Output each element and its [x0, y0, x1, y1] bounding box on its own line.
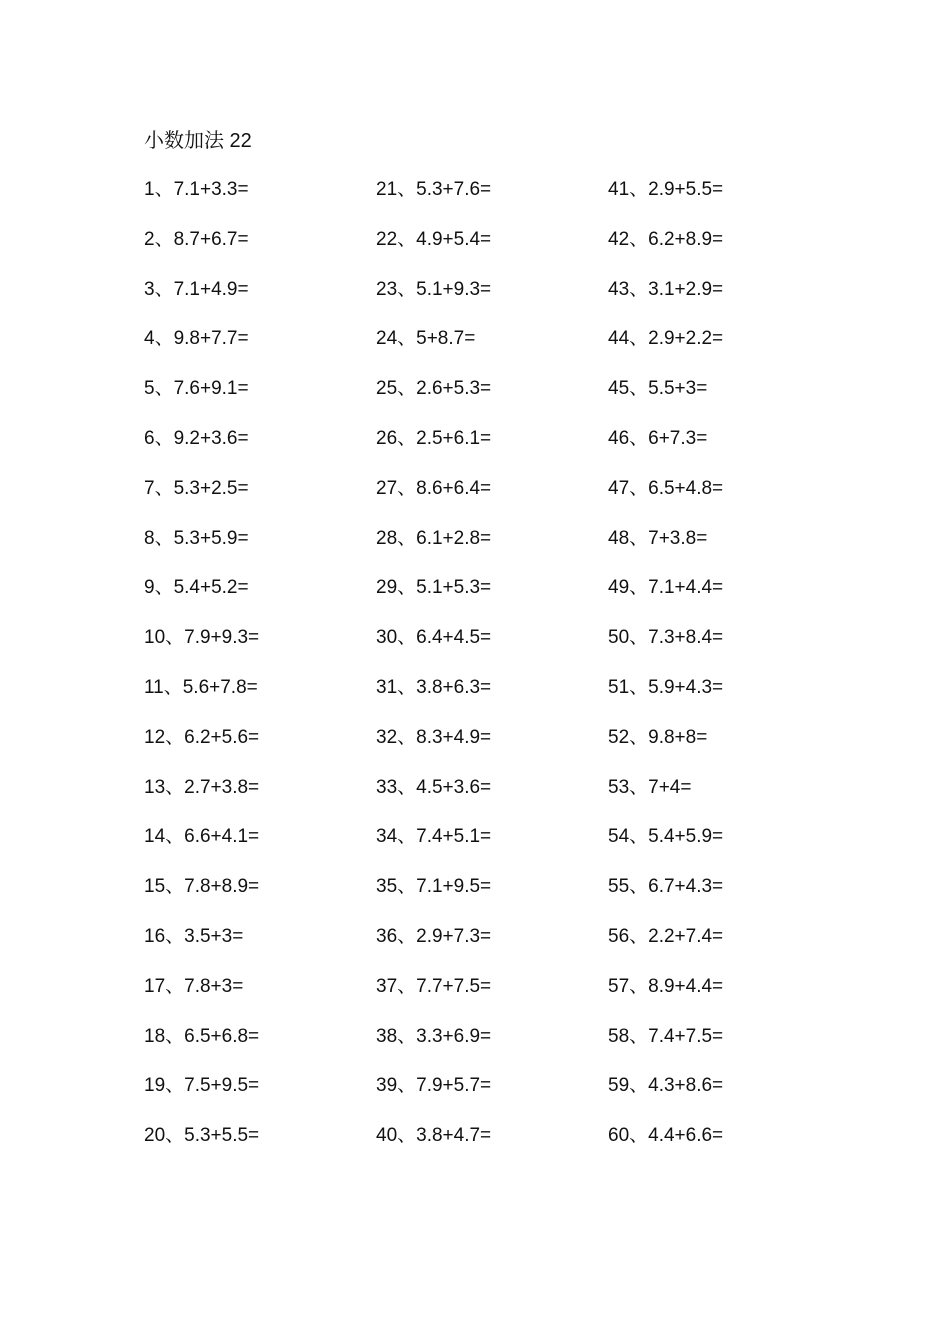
problem-item: 31、3.8+6.3= [376, 676, 492, 698]
problem-item: 23、5.1+9.3= [376, 278, 492, 300]
problem-item: 54、5.4+5.9= [608, 826, 724, 848]
problem-item: 35、7.1+9.5= [376, 876, 492, 898]
problem-item: 17、7.8+3= [144, 975, 244, 997]
problem-item: 19、7.5+9.5= [144, 1075, 260, 1097]
worksheet-title: 小数加法 22 [144, 130, 252, 152]
problem-column-1 [144, 175, 364, 1171]
problem-item: 20、5.3+5.5= [144, 1125, 260, 1147]
problem-item: 48、7+3.8= [608, 527, 708, 549]
problem-item: 26、2.5+6.1= [376, 427, 492, 449]
problem-item: 1、7.1+3.3= [144, 179, 249, 200]
problem-item: 27、8.6+6.4= [376, 477, 492, 499]
problem-item: 15、7.8+8.9= [144, 876, 260, 898]
problem-item: 45、5.5+3= [608, 378, 708, 400]
problem-item: 3、7.1+4.9= [144, 278, 249, 300]
problem-item: 16、3.5+3= [144, 925, 244, 947]
problem-item: 47、6.5+4.8= [608, 477, 724, 499]
problem-item: 29、5.1+5.3= [376, 577, 492, 599]
problem-item: 60、4.4+6.6= [608, 1125, 724, 1147]
problem-item: 25、2.6+5.3= [376, 378, 492, 400]
problem-column-2 [376, 175, 596, 1171]
problem-item: 4、9.8+7.7= [144, 328, 249, 350]
problem-item: 33、4.5+3.6= [376, 776, 492, 798]
problem-item: 53、7+4= [608, 776, 692, 798]
problem-item: 37、7.7+7.5= [376, 975, 492, 997]
problem-item: 14、6.6+4.1= [144, 826, 260, 848]
problem-item: 2、8.7+6.7= [144, 228, 249, 250]
problem-item: 32、8.3+4.9= [376, 726, 492, 748]
problem-item: 24、5+8.7= [376, 328, 476, 350]
problem-item: 42、6.2+8.9= [608, 228, 724, 250]
problem-item: 34、7.4+5.1= [376, 826, 492, 848]
problem-item: 6、9.2+3.6= [144, 427, 249, 449]
problem-item: 28、6.1+2.8= [376, 527, 492, 549]
problem-item: 46、6+7.3= [608, 427, 708, 449]
problem-item: 51、5.9+4.3= [608, 676, 724, 698]
problem-item: 57、8.9+4.4= [608, 975, 724, 997]
problem-item: 12、6.2+5.6= [144, 726, 260, 748]
problem-item: 9、5.4+5.2= [144, 577, 249, 599]
problem-item: 59、4.3+8.6= [608, 1075, 724, 1097]
problem-item: 50、7.3+8.4= [608, 627, 724, 649]
problem-item: 30、6.4+4.5= [376, 627, 492, 649]
problem-item: 41、2.9+5.5= [608, 179, 724, 200]
problem-item: 43、3.1+2.9= [608, 278, 724, 300]
problem-item: 55、6.7+4.3= [608, 876, 724, 898]
problem-item: 38、3.3+6.9= [376, 1025, 492, 1047]
problem-item: 10、7.9+9.3= [144, 627, 260, 649]
problem-item: 11、5.6+7.8= [144, 676, 258, 698]
problem-column-3 [608, 175, 828, 1171]
problem-item: 22、4.9+5.4= [376, 228, 492, 250]
problem-item: 13、2.7+3.8= [144, 776, 260, 798]
problem-item: 56、2.2+7.4= [608, 925, 724, 947]
problem-item: 52、9.8+8= [608, 726, 708, 748]
problem-item: 44、2.9+2.2= [608, 328, 724, 350]
problem-item: 5、7.6+9.1= [144, 378, 249, 400]
problem-item: 36、2.9+7.3= [376, 925, 492, 947]
problem-item: 8、5.3+5.9= [144, 527, 249, 549]
problem-item: 7、5.3+2.5= [144, 477, 249, 499]
problem-item: 18、6.5+6.8= [144, 1025, 260, 1047]
problem-item: 39、7.9+5.7= [376, 1075, 492, 1097]
problem-item: 40、3.8+4.7= [376, 1125, 492, 1147]
problem-item: 49、7.1+4.4= [608, 577, 724, 599]
problem-item: 58、7.4+7.5= [608, 1025, 724, 1047]
problem-item: 21、5.3+7.6= [376, 179, 492, 200]
